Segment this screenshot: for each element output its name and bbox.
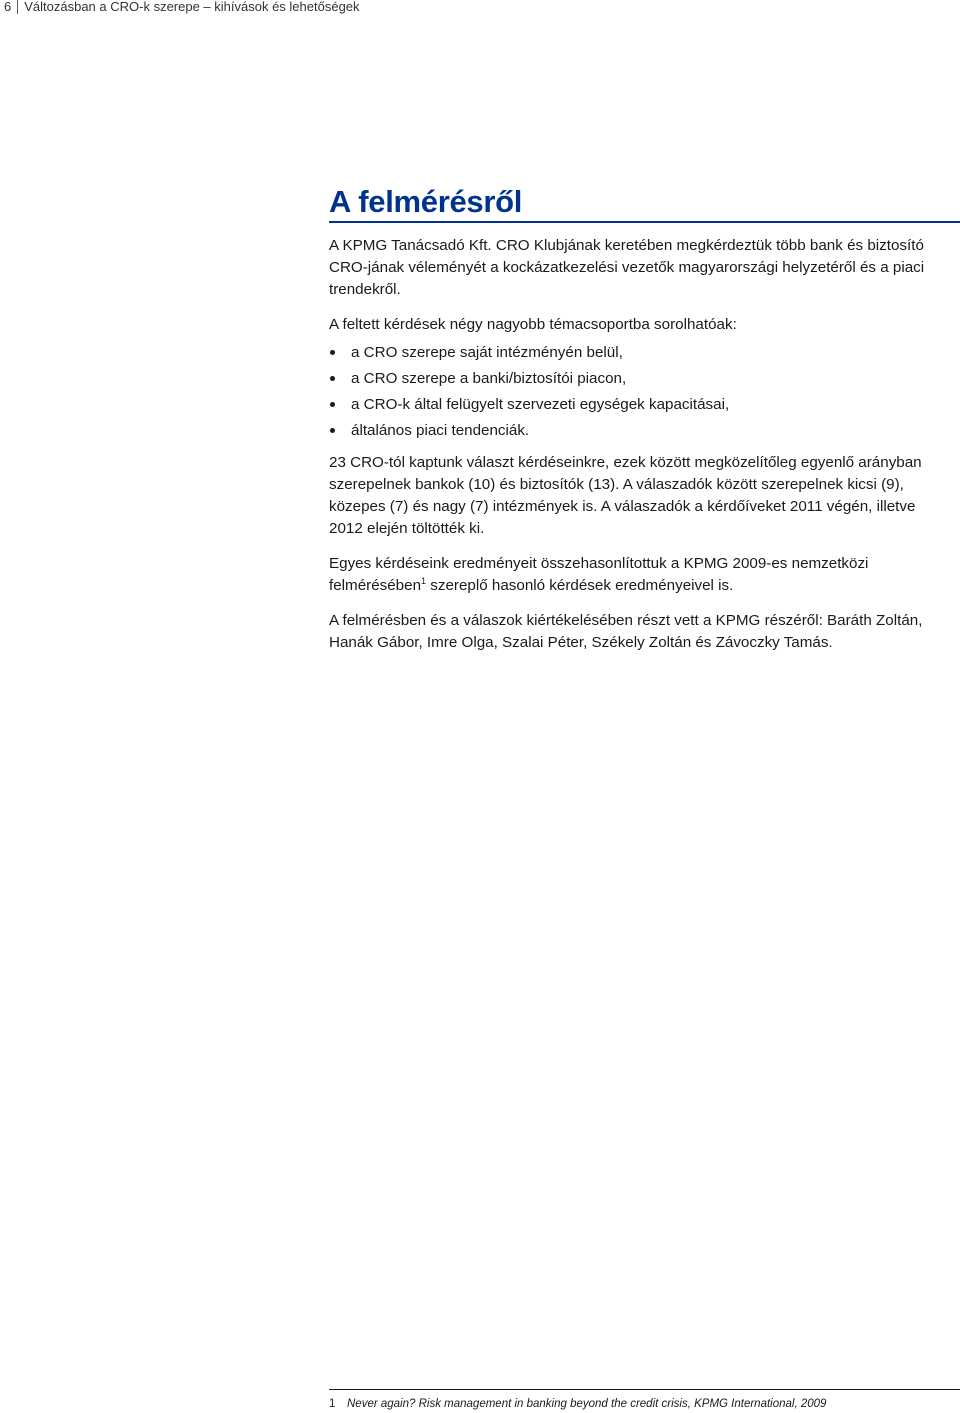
list-item-text: általános piaci tendenciák. (351, 422, 530, 439)
comparison-text-after: szereplő hasonló kérdések eredményeivel is. (426, 577, 734, 594)
respondents-paragraph: 23 CRO-tól kaptunk választ kérdéseinkre, ezek között megközelítőleg egyenlő arányban szerepelnek bankok (10) és biztosítók (13). A válaszadók között szerepelnek kicsi (9), közepes (7) és nagy (7) intézmények is. A válaszadók a kérdőíveket 2011 végén, illetve 2012 elején töltötték ki. (329, 454, 922, 537)
running-title: Változásban a CRO-k szerepe – kihívások és lehetőségek (24, 0, 360, 14)
intro-paragraph: A KPMG Tanácsadó Kft. CRO Klubjának keretében megkérdeztük több bank és biztosító CRO-jának véleményét a kockázatkezelési vezetők magyarországi helyzetéről és a piaci trendekről. (329, 237, 925, 298)
bullet-icon (330, 402, 335, 407)
bullet-icon (330, 428, 335, 433)
footnote-marker: 1 (421, 575, 427, 586)
list-item (329, 418, 939, 444)
footnote (329, 1397, 826, 1411)
list-item-text: a CRO-k által felügyelt szervezeti egységek kapacitásai, (351, 396, 730, 413)
footnote-number: 1 (329, 1398, 336, 1410)
topics-intro-paragraph: A feltett kérdések négy nagyobb témacsoportba sorolhatóak: (329, 316, 737, 333)
running-header (4, 0, 360, 14)
list-item (329, 340, 939, 366)
comparison-text-before: Egyes kérdéseink eredményeit összehasonlítottuk a KPMG 2009-es nemzetközi felmérésében (329, 555, 869, 594)
bullet-icon (330, 376, 335, 381)
list-item (329, 392, 939, 418)
list-item (329, 366, 939, 392)
contributors-paragraph: A felmérésben és a válaszok kiértékelésében részt vett a KPMG részéről: Baráth Zoltán, Hanák Gábor, Imre Olga, Szalai Péter, Székely Zoltán és Závoczky Tamás. (329, 612, 923, 651)
footnote-reference: Never again? Risk management in banking beyond the credit crisis, KPMG International, 2009 (347, 1398, 827, 1410)
bullet-icon (330, 350, 335, 355)
topics-list (329, 340, 939, 444)
page-title: A felmérésről (329, 184, 523, 219)
page-number: 6 (4, 0, 18, 14)
article-body (329, 183, 939, 654)
list-item-text: a CRO szerepe a banki/biztosítói piacon, (351, 370, 627, 387)
footnote-rule (329, 1389, 960, 1390)
list-item-text: a CRO szerepe saját intézményén belül, (351, 344, 623, 361)
comparison-paragraph (329, 553, 939, 597)
